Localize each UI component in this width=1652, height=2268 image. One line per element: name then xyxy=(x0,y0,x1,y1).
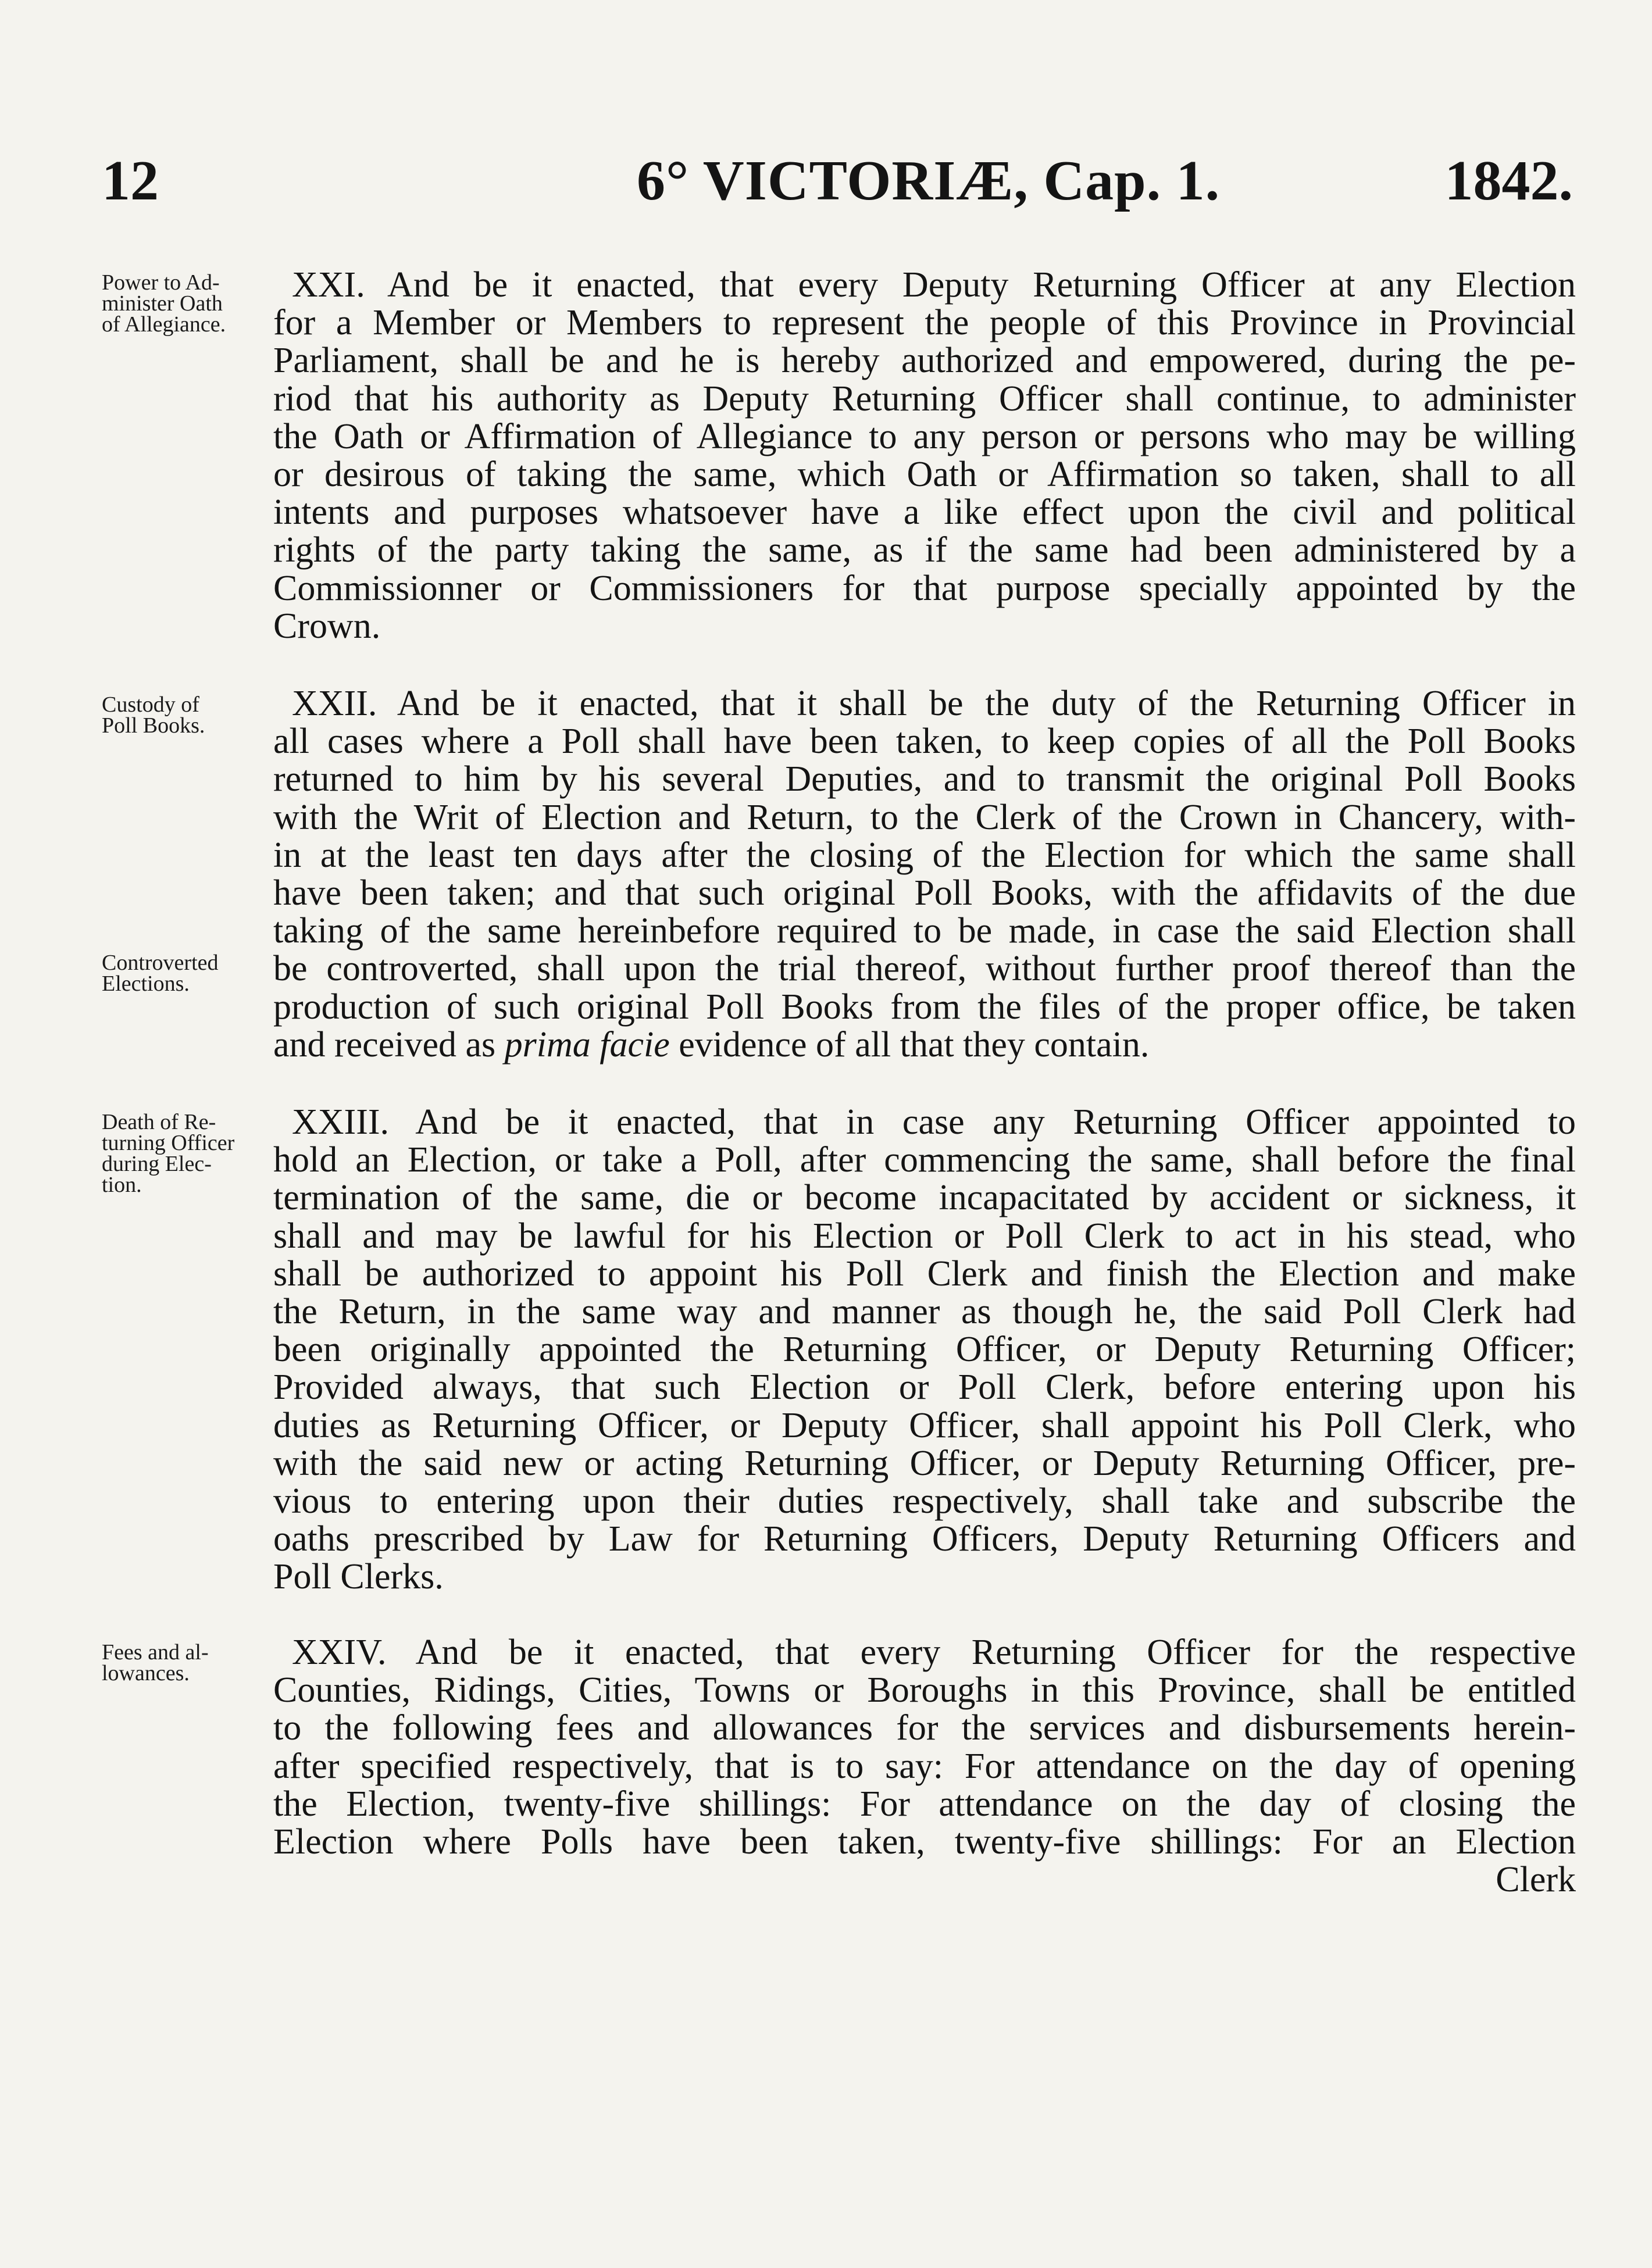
text-line: been originally appointed the Returning Officer, or Deputy Returning Officer; xyxy=(273,1330,1576,1370)
text-line: returned to him by his several Deputies, and to transmit the original Poll Books xyxy=(273,759,1576,799)
section-xxiii-text xyxy=(273,1103,1576,1596)
text-line-prima-facie: and received as prima facie evidence of all that they contain. xyxy=(273,1024,1150,1065)
page-number: 12 xyxy=(102,149,159,212)
text-line: for a Member or Members to represent the people of this Province in Provincial xyxy=(273,303,1576,343)
text-line: Parliament, shall be and he is hereby authorized and empowered, during the pe- xyxy=(273,341,1576,381)
text-line: to the following fees and allowances for the services and disbursements herein- xyxy=(273,1708,1576,1748)
sidenote-power-to-administer-oath: Power to Ad- minister Oath of Allegiance. xyxy=(102,270,226,337)
text-line: with the Writ of Election and Return, to the Clerk of the Crown in Chancery, with- xyxy=(273,797,1576,837)
text-line: the Election, twenty-five shillings: For attendance on the day of closing the xyxy=(273,1784,1576,1824)
text-line: Provided always, that such Election or Poll Clerk, before entering upon his xyxy=(273,1367,1576,1408)
text-line: riod that his authority as Deputy Returning Officer shall continue, to administer xyxy=(273,378,1576,419)
text-line: XXI. And be it enacted, that every Deputy Returning Officer at any Election xyxy=(292,265,1576,305)
text-line: Commissionner or Commissioners for that purpose specially appointed by the xyxy=(273,568,1576,608)
text-line: shall and may be lawful for his Election or Poll Clerk to act in his stead, who xyxy=(273,1216,1576,1256)
text-line: production of such original Poll Books from the files of the proper office, be taken xyxy=(273,987,1576,1027)
text-line: or desirous of taking the same, which Oath or Affirmation so taken, shall to all xyxy=(273,454,1576,494)
text-line: be controverted, shall upon the trial thereof, without further proof thereof than the xyxy=(273,949,1576,989)
text-line: shall be authorized to appoint his Poll Clerk and finish the Election and make xyxy=(273,1253,1576,1294)
text-line: XXII. And be it enacted, that it shall be the duty of the Returning Officer in xyxy=(292,684,1576,723)
text-line: Election where Polls have been taken, twenty-five shillings: For an Election xyxy=(273,1821,1576,1862)
text-line: after specified respectively, that is to say: For attendance on the day of opening xyxy=(273,1746,1576,1786)
text-line: the Oath or Affirmation of Allegiance to any person or persons who may be willing xyxy=(273,416,1576,456)
text-line: intents and purposes whatsoever have a like effect upon the civil and political xyxy=(273,492,1576,533)
text-line: the Return, in the same way and manner as though he, the said Poll Clerk had xyxy=(273,1291,1576,1331)
catchword: Clerk xyxy=(1496,1860,1576,1900)
text-line: with the said new or acting Returning Officer, or Deputy Returning Officer, pre- xyxy=(273,1443,1576,1483)
text-line: vious to entering upon their duties respectively, shall take and subscribe the xyxy=(273,1481,1576,1521)
section-xxii-text xyxy=(273,685,1576,1064)
text-line: XXIV. And be it enacted, that every Returning Officer for the respective xyxy=(292,1633,1576,1672)
text-line: termination of the same, die or become incapacitated by accident or sickness, it xyxy=(273,1178,1576,1218)
running-head xyxy=(102,148,1573,218)
sidenote-death-of-returning-officer: Death of Re- turning Officer during Elec- tion. xyxy=(102,1110,235,1197)
page-year: 1842. xyxy=(1444,149,1573,212)
text-line: have been taken; and that such original Poll Books, with the affidavits of the due xyxy=(273,873,1576,913)
sidenote-fees-and-allowances: Fees and al- lowances. xyxy=(102,1640,209,1685)
text-line: all cases where a Poll shall have been taken, to keep copies of all the Poll Books xyxy=(273,722,1576,762)
page-title: 6° VICTORIÆ, Cap. 1. xyxy=(637,149,1221,212)
sidenote-custody-of-poll-books: Custody of Poll Books. xyxy=(102,692,205,738)
sidenote-controverted-elections: Controverted Elections. xyxy=(102,951,219,996)
text-line: rights of the party taking the same, as if the same had been administered by a xyxy=(273,530,1576,570)
text-line: XXIII. And be it enacted, that in case any Returning Officer appointed to xyxy=(292,1102,1576,1142)
text-line: taking of the same hereinbefore required to be made, in case the said Election shall xyxy=(273,911,1576,951)
text-line: Counties, Ridings, Cities, Towns or Boroughs in this Province, shall be entitled xyxy=(273,1670,1576,1710)
text-line: hold an Election, or take a Poll, after commencing the same, shall before the final xyxy=(273,1140,1576,1180)
text-line: Poll Clerks. xyxy=(273,1557,444,1597)
text-line: duties as Returning Officer, or Deputy Officer, shall appoint his Poll Clerk, who xyxy=(273,1405,1576,1445)
section-xxiv-text xyxy=(273,1634,1576,1899)
text-line: in at the least ten days after the closing of the Election for which the same shall xyxy=(273,835,1576,875)
text-line: Crown. xyxy=(273,606,381,646)
section-xxi-text xyxy=(273,266,1576,645)
text-line: oaths prescribed by Law for Returning Officers, Deputy Returning Officers and xyxy=(273,1519,1576,1559)
